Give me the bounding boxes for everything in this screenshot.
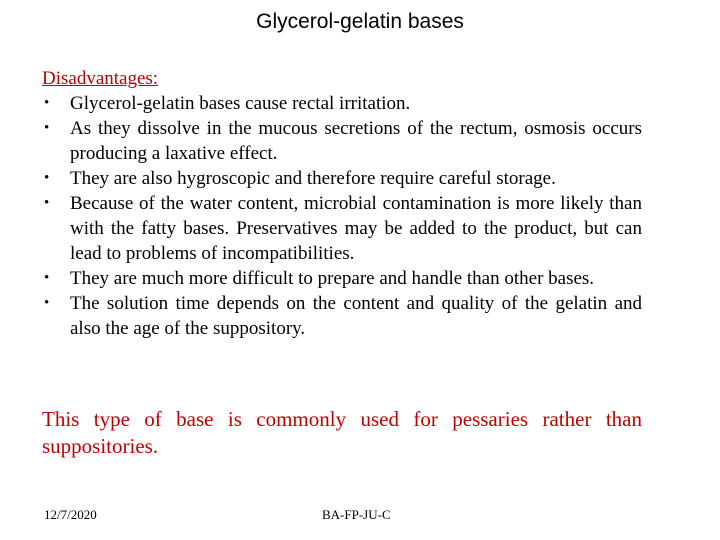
- bullet-item: [42, 91, 642, 116]
- closing-note: This type of base is commonly used for pessaries rather than suppositories.: [42, 407, 642, 458]
- bullet-dot-icon: •: [44, 270, 50, 286]
- bullet-dot-icon: •: [44, 195, 50, 211]
- bullet-dot-icon: •: [44, 170, 50, 186]
- bullet-text: Glycerol-gelatin bases cause rectal irritation.: [70, 93, 411, 114]
- bullet-dot-icon: •: [44, 295, 50, 311]
- bullet-item: [42, 191, 642, 266]
- footer-label: BA-FP-JU-C: [322, 507, 391, 522]
- bullet-text: The solution time depends on the content and quality of the gelatin and also the age of the suppository.: [70, 293, 642, 339]
- slide-body: [42, 66, 642, 341]
- bullet-list: [42, 91, 642, 341]
- bullet-text: As they dissolve in the mucous secretions of the rectum, osmosis occurs producing a laxative effect.: [70, 118, 642, 164]
- disadvantages-heading: Disadvantages:: [42, 68, 159, 89]
- bullet-item: [42, 116, 642, 166]
- bullet-text: They are much more difficult to prepare and handle than other bases.: [70, 268, 595, 289]
- bullet-dot-icon: •: [44, 120, 50, 136]
- bullet-text: They are also hygroscopic and therefore require careful storage.: [70, 168, 556, 189]
- bullet-item: [42, 166, 642, 191]
- slide-title: Glycerol-gelatin bases: [256, 10, 464, 33]
- bullet-item: [42, 291, 642, 341]
- bullet-dot-icon: •: [44, 95, 50, 111]
- footer-date: 12/7/2020: [44, 507, 97, 522]
- bullet-item: [42, 266, 642, 291]
- bullet-text: Because of the water content, microbial contamination is more likely than with the fatty bases. Preservatives may be added to the product, but can lead to problems of incompatibilities.: [70, 193, 642, 264]
